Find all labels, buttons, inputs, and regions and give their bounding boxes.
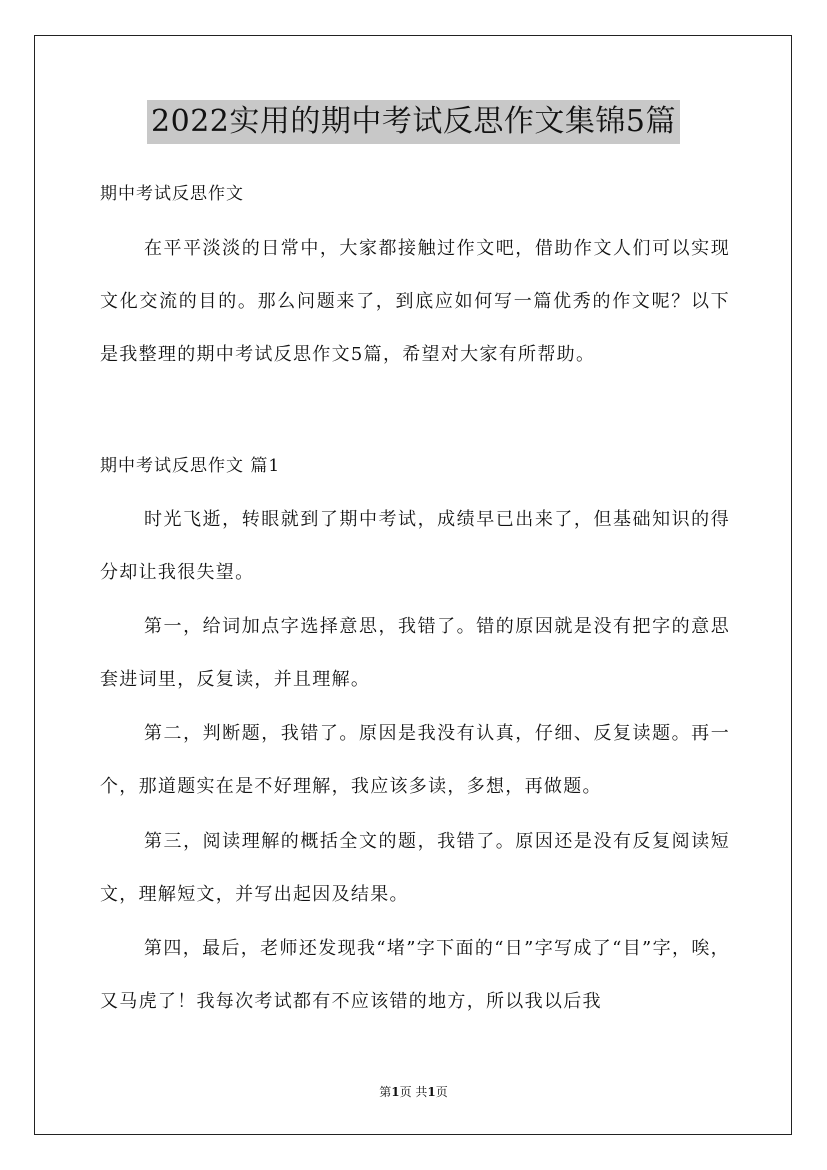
- body-paragraph-1: 时光飞逝，转眼就到了期中考试，成绩早已出来了，但基础知识的得分却让我很失望。: [100, 509, 730, 583]
- page-number-middle: 页 共: [399, 1085, 428, 1099]
- page-number-total: 1: [427, 1085, 436, 1099]
- intro-paragraph: 在平平淡淡的日常中，大家都接触过作文吧，借助作文人们可以实现文化交流的目的。那么问题来了，到底应如何写一篇优秀的作文呢？以下是我整理的期中考试反思作文5篇，希望对大家有所帮助。: [100, 238, 730, 365]
- intro-heading: 期中考试反思作文: [100, 184, 244, 204]
- page-number-suffix: 页: [435, 1085, 448, 1099]
- body-paragraph-4: 第三，阅读理解的概括全文的题，我错了。原因还是没有反复阅读短文，理解短文，并写出起因及结果。: [100, 831, 730, 905]
- body-paragraph-2: 第一，给词加点字选择意思，我错了。错的原因就是没有把字的意思套进词里，反复读，并且理解。: [100, 616, 730, 690]
- page-number-prefix: 第: [379, 1085, 392, 1099]
- section-heading: 期中考试反思作文 篇1: [100, 456, 281, 476]
- body-paragraph-3: 第二，判断题，我错了。原因是我没有认真，仔细、反复读题。再一个，那道题实在是不好理解，我应该多读，多想，再做题。: [100, 723, 730, 797]
- page-footer: [0, 1083, 827, 1101]
- document-title-text: 2022实用的期中考试反思作文集锦5篇: [147, 100, 680, 144]
- page-number-current: 1: [391, 1085, 400, 1099]
- body-paragraph-5: 第四，最后，老师还发现我“堵”字下面的“日”字写成了“目”字，唉，又马虎了！我每次考试都有不应该错的地方，所以我以后我: [100, 938, 730, 1012]
- document-title: [0, 100, 827, 144]
